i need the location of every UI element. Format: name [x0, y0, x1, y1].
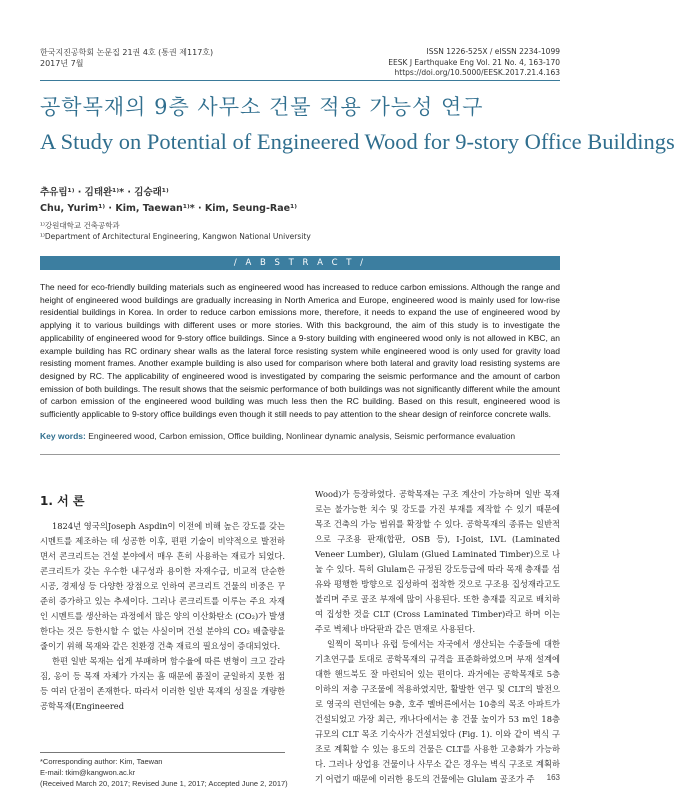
abstract-heading-bar	[40, 256, 560, 270]
received-dates: (Received March 20, 2017; Revised June 1, 2017; Accepted June 2, 2017)	[40, 779, 288, 788]
body-paragraph: 한편 일반 목재는 쉽게 부패하며 함수율에 따른 변형이 크고 갈라짐, 옹이 등 목재 자체가 가지는 흠 때문에 품질이 균일하지 못한 점 등 여러 단점이 존재한다. 따라서 이러한 일반 목재의 성질을 개량한 공학목재(Engineered	[40, 656, 285, 711]
doi-link[interactable]: https://doi.org/10.5000/EESK.2017.21.4.163	[394, 68, 560, 77]
header-divider	[40, 80, 560, 81]
paper-title-english: A Study on Potential of Engineered Wood for 9-story Office Buildings	[40, 129, 675, 154]
issn: ISSN 1226-525X / eISSN 2234-1099	[426, 47, 560, 56]
page-number: 163	[546, 773, 560, 782]
author-email[interactable]: E-mail: tkim@kangwon.ac.kr	[40, 768, 136, 777]
abstract-heading: / A B S T R A C T /	[233, 258, 367, 268]
footnote	[40, 756, 288, 789]
journal-name-ko: 한국지진공학회 논문집 21권 4호 (통권 제117호)	[40, 48, 214, 57]
footnote-divider	[40, 752, 285, 753]
affiliations	[40, 220, 311, 242]
section-title-introduction: 1. 서 론	[40, 494, 85, 508]
authors-english: Chu, Yurim¹⁾ · Kim, Taewan¹⁾* · Kim, Seung-Rae¹⁾	[40, 203, 297, 214]
authors-korean: 추유림¹⁾ · 김태완¹⁾* · 김승래¹⁾	[40, 187, 169, 198]
journal-header-ko	[40, 47, 213, 69]
keywords-list: Engineered wood, Carbon emission, Office building, Nonlinear dynamic analysis, Seismic performance evaluation	[88, 431, 516, 441]
keywords-label: Key words:	[40, 431, 86, 441]
body-column-left	[40, 519, 285, 714]
journal-header-en	[388, 47, 560, 79]
affiliation-korean: ¹⁾강원대학교 건축공학과	[40, 221, 120, 230]
abstract-text: The need for eco-friendly building materials such as engineered wood has increased to reduce carbon emissions. Although the range and height of engineered wood buildings are gradually increasing in North America and Europe, engineered wood is mainly used for low-rise residential buildings in Korea. In order to reduce carbon emissions more, therefore, it needs to expand the use of engineered wood by applying it to various buildings with different uses or more stories. With this background, the aim of this study is to investigate the applicability of engineered wood for 9-story office buildings. Since a 9-story building with engineered wood only is not allowed in KBC, an example building has RC ordinary shear walls as the lateral force resisting system while engineered wood is only used for gravity load resisting moment frames. Another example building is also used for comparison where both lateral and gravity load resisting systems are designed by RC. The applicability of engineered wood is investigated by comparing the seismic performance and the amount of carbon emission of both buildings. The result shows that the seismic performance of both buildings was not significantly different while the amount of carbon emission of the engineered wood building was much less then the RC building. Based on this result, engineered wood is sufficiently applicable to 9-story office buildings even though it still needs to pay attention to the shear design of reinforce concrete walls.	[40, 282, 560, 420]
body-paragraph: 1824년 영국의Joseph Aspdin이 이전에 비해 높은 강도를 갖는 시멘트를 제조하는 데 성공한 이후, 편편 기술이 비약적으로 발전하면서 콘크리트는 건설 분야에서 매우 흔히 사용하는 재료가 되었다. 콘크리트가 갖는 우수한 내구성과 용이한 자재수급, 비교적 단순한 시공, 경제성 등 다양한 장점으로 인하여 콘크리트 건물의 비중은 꾸준히 증가하고 있는 추세이다. 그러나 콘크리트를 이루는 주요 자재인 시멘트를 생산하는 과정에서 많은 양의 이산화탄소 (CO₂)가 발생한다는 것은 등한시할 수 없는 사실이며 건설 분야의 CO₂ 배출량을 줄이기 위해 목재와 같은 친환경 건축 재료의 필요성이 증대되었다.	[40, 521, 285, 651]
abstract-divider	[40, 454, 560, 455]
body-paragraph: Wood)가 등장하였다. 공학목재는 구조 계산이 가능하며 일반 목재로는 불가능한 치수 및 강도를 가진 부재를 제작할 수 있기 때문에 목조 건축의 가능 범위를 확장할 수 있다. 공학목재의 종류는 일반적으로 구조용 판재(합판, OSB 등), I-Joist, LVL (Laminated Veneer Lumber), Glulam (Glued Laminated Timber)으로 나눌 수 있다. 특히 Glulam은 규정된 강도등급에 따라 목재 층재를 섬유와 평행한 방향으로 집성하여 접착한 것으로 구조용 집성재라고도 불리며 주로 골조 부재에 많이 사용된다. 또한 층재를 직교로 배치하여 집성한 것을 CLT (Cross Laminated Timber)라고 하며 이는 주로 벽체나 바닥판과 같은 면재로 사용된다.	[315, 489, 560, 634]
body-paragraph: 일찍이 목미나 유럽 등에서는 자국에서 생산되는 수종들에 대한 기초연구를 토대로 공학목재의 규격을 표준화하였으며 부재 설계에 대한 핸드북도 잘 마련되어 있는 편이다. 과거에는 공학목재로 5층 이하의 저층 구조물에 적용하였지만, 활발한 연구 및 CLT의 발전으로 영국의 런던에는 9층, 호주 멜버른에서는 10층의 목조 아파트가 건설되었고 가장 최근, 캐나다에서는 총 건물 높이가 53 m인 18층 규모의 CLT 목조 기숙사가 건설되었다 (Fig. 1). 이와 같이 벽식 구조로 계획할 수 있는 용도의 건물은 CLT를 사용한 고층화가 가능하다. 그러나 상업용 건물이나 사무소 같은 경우는 벽식 구조로 계획하기 어렵기 때문에 이러한 용도의 건물에는 Glulam 골조가 주	[315, 639, 560, 784]
corresponding-author: *Corresponding author: Kim, Taewan	[40, 757, 163, 766]
keywords	[40, 431, 560, 441]
journal-name-en: EESK J Earthquake Eng Vol. 21 No. 4, 163-170	[388, 57, 560, 67]
paper-title-korean: 공학목재의 9층 사무소 건물 적용 가능성 연구	[40, 95, 484, 119]
journal-date-ko: 2017년 7월	[40, 59, 84, 68]
affiliation-english: ¹⁾Department of Architectural Engineering, Kangwon National University	[40, 232, 311, 241]
body-column-right	[315, 487, 560, 787]
